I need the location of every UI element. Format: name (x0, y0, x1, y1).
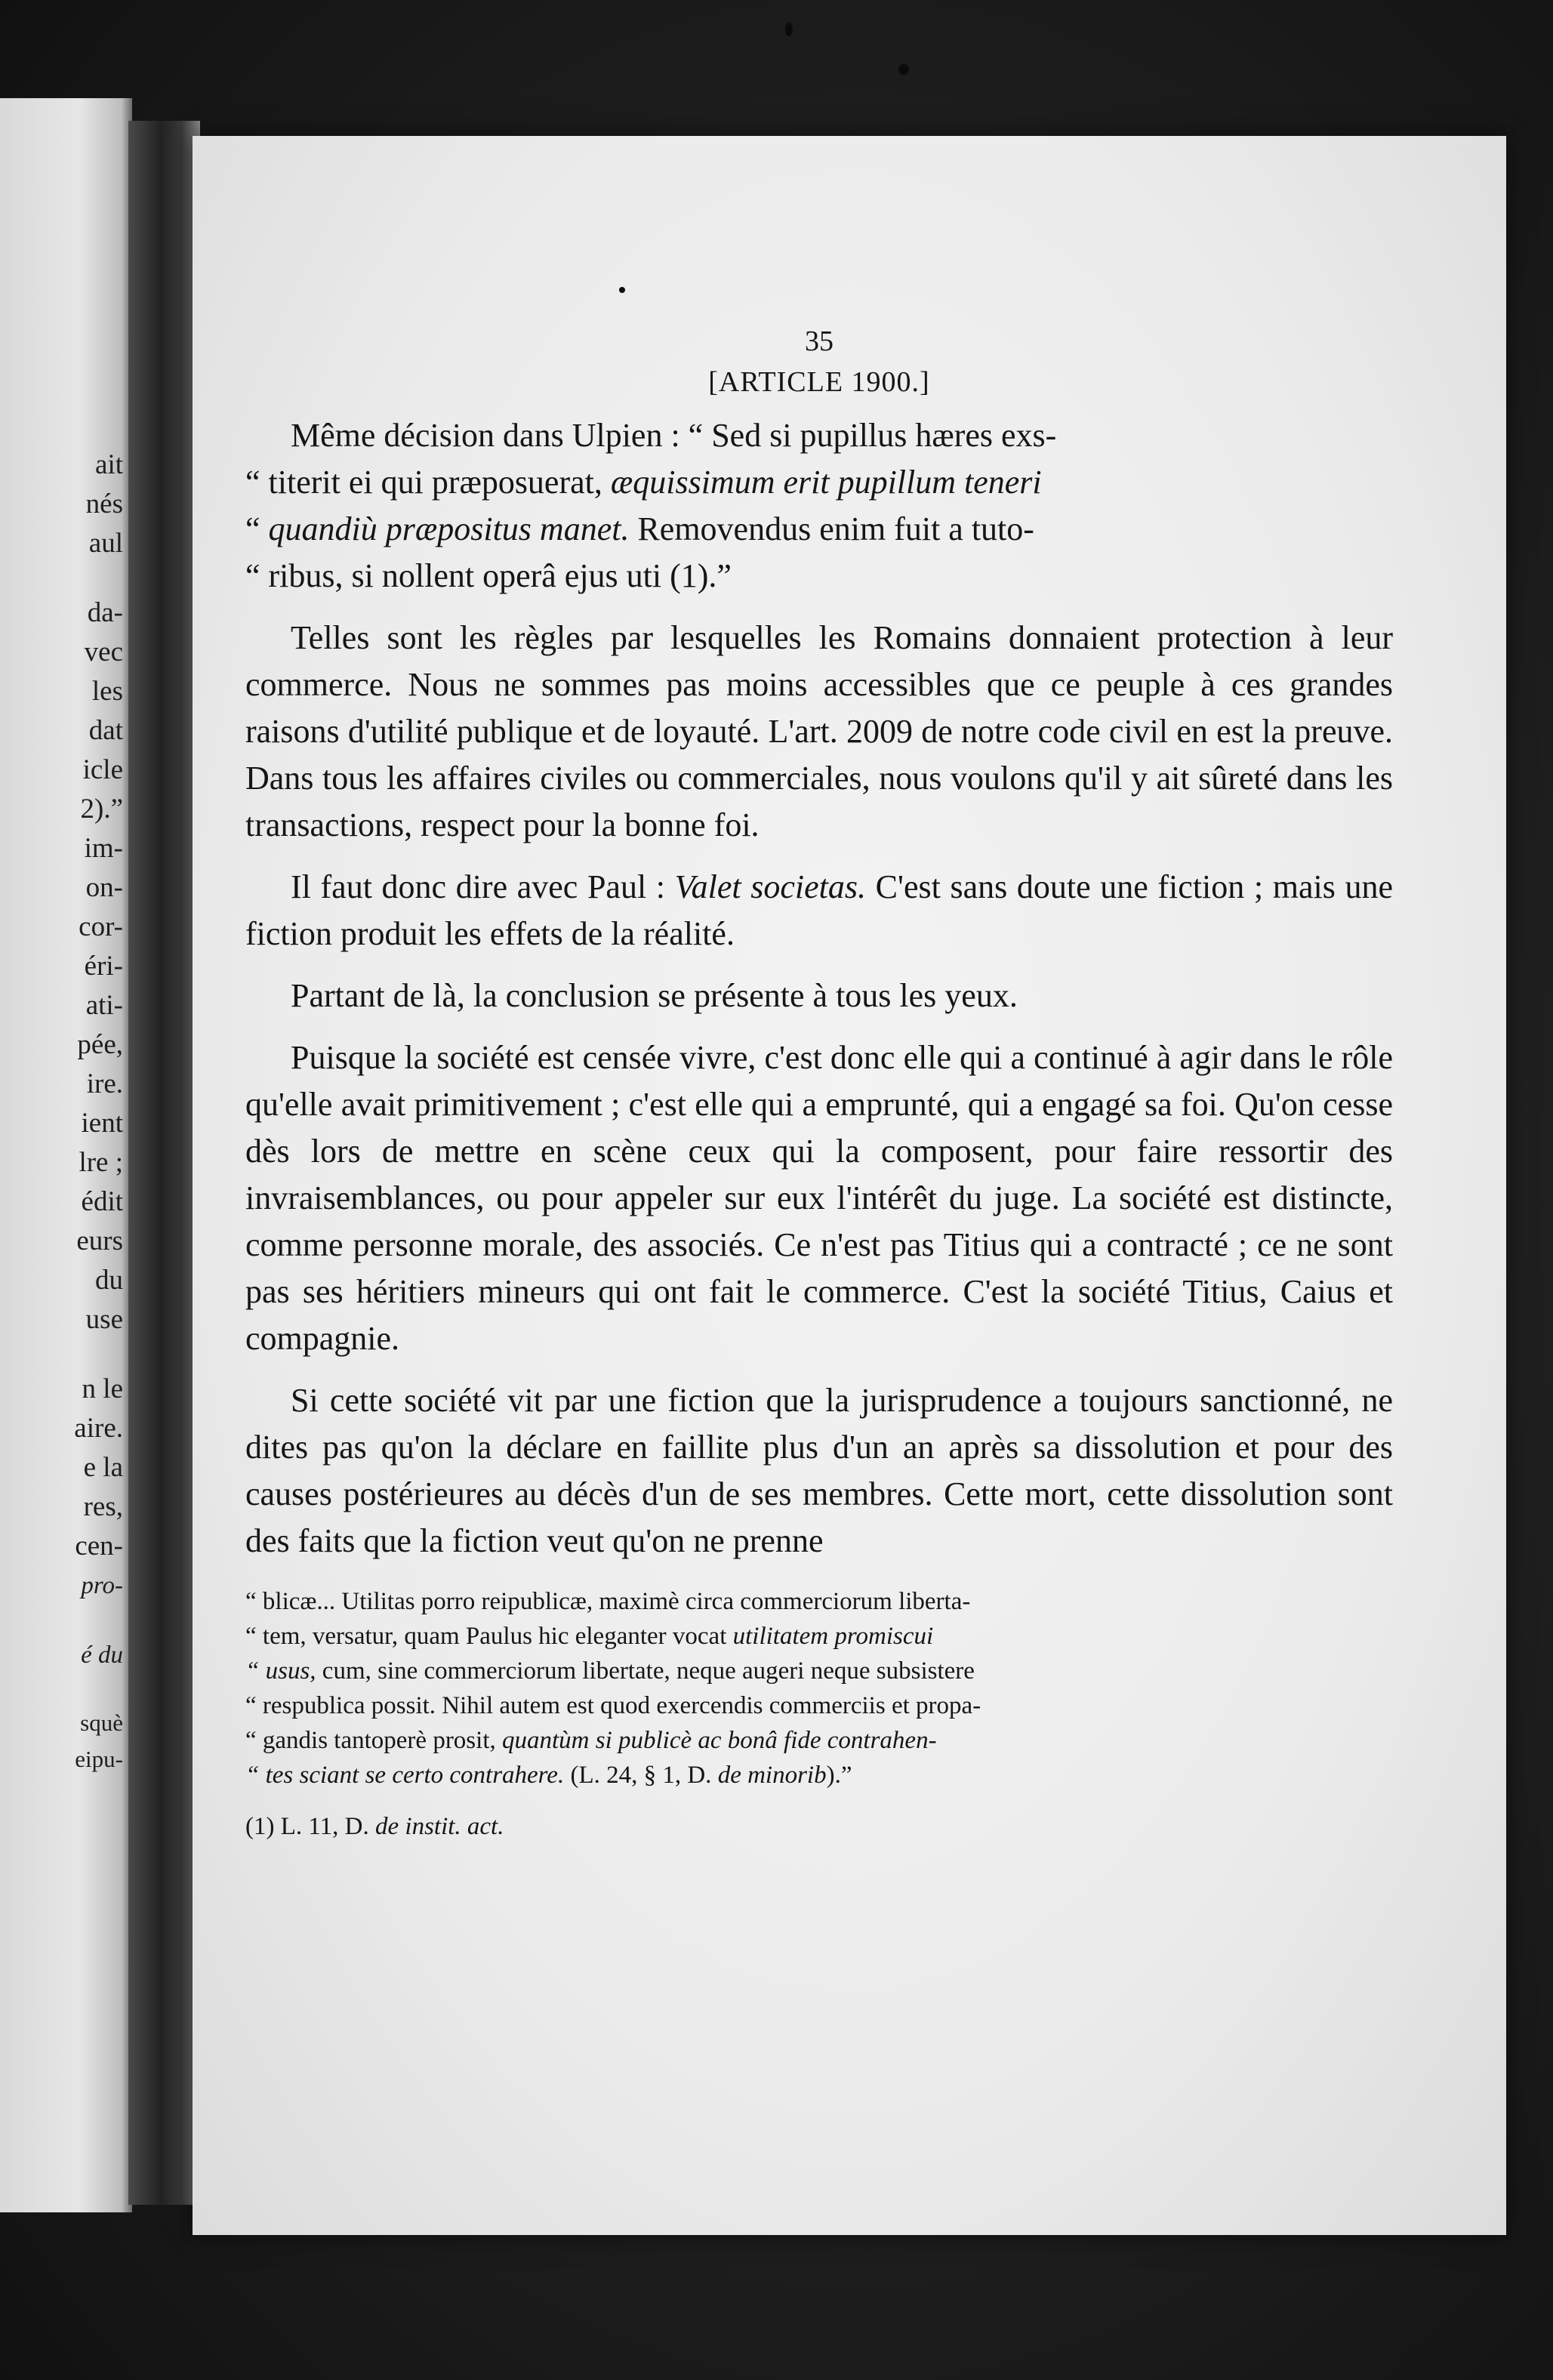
quote-line-3-italic: “ usus, (245, 1657, 316, 1685)
paragraph-romains: Telles sont les règles par lesquelles les Romains donnaient protection à leur commerce. Nous ne sommes pas moins accessibles que ce peuple à ces grandes raisons d'utilité publique et de loyauté. L'art. 2009 de notre code civil en est la preuve. Dans tous les affaires civiles ou commerciales, nous voulons qu'il y ait sûreté dans les transactions, respect pour la bonne foi. (245, 619, 1393, 843)
footnote-1-italic: de instit. act. (375, 1813, 504, 1840)
left-fragment: use (85, 1304, 123, 1335)
left-fragment: ait (95, 449, 123, 480)
left-fragment: dat (88, 715, 123, 746)
quote-line-2-text: “ tem, versatur, quam Paulus hic eleganter vocat (245, 1623, 733, 1650)
paragraph-si-cette: Si cette société vit par une fiction que la jurisprudence a toujours sanctionné, ne dites pas qu'on la déclare en faillite plus d'un an après sa dissolution et pour des causes postérieures au décès d'un de ses membres. Cette mort, cette dissolution sont des faits que la fiction veut qu'on ne prenne (245, 1382, 1393, 1559)
ulpien-line-2-text: “ titerit ei qui præposuerat, (245, 464, 611, 501)
footnote-1 (245, 1809, 1393, 1844)
left-fragment: é du (81, 1642, 123, 1669)
quote-line-2-italic: utilitatem promiscui (732, 1623, 934, 1650)
left-fragment: cor- (79, 911, 123, 942)
left-fragment: ient (81, 1108, 123, 1139)
quote-line-5-text: “ gandis tantoperè prosit, (245, 1727, 502, 1754)
paragraph-partant: Partant de là, la conclusion se présente à tous les yeux. (291, 977, 1018, 1014)
left-fragment: cen- (75, 1531, 123, 1561)
paul-before: Il faut donc dire avec Paul : (291, 868, 675, 905)
ulpien-line-2 (245, 459, 1393, 506)
footnote-1-text: (1) L. 11, D. (245, 1813, 375, 1840)
left-fragment: vec (84, 637, 123, 667)
left-fragment (74, 1675, 123, 1705)
left-page-edge (0, 98, 132, 2212)
ulpien-line-1: Même décision dans Ulpien : “ Sed si pupillus hæres exs- (291, 417, 1057, 454)
left-fragment: da- (87, 597, 123, 628)
ulpien-line-3 (245, 506, 1393, 553)
left-fragment: ire. (86, 1068, 123, 1099)
left-fragment: édit (81, 1186, 123, 1217)
paul-italic: Valet societas. (674, 868, 867, 905)
ulpien-line-3-after: Removendus enim fuit a tuto- (629, 510, 1034, 547)
left-fragment: ati- (85, 990, 123, 1021)
paragraph-puisque: Puisque la société est censée vivre, c'est donc elle qui a continué à agir dans le rôle qu'elle avait primitivement ; c'est elle qui a emprunté, qui a engagé sa foi. Qu'on cesse dès lors de mettre en scène ceux qui la composent, pour faire ressortir des invraisemblances, ou pour appeler sur eux l'intérêt du juge. La société est distincte, comme personne morale, des associés. Ce n'est pas Titius qui a contracté ; ce ne sont pas ses héritiers mineurs qui ont fait le commerce. C'est la société Titius, Caius et compagnie. (245, 1039, 1393, 1357)
left-fragment: 2).” (80, 794, 123, 825)
left-fragment (74, 1340, 123, 1370)
dust-speck (785, 23, 793, 36)
quote-line-2 (245, 1619, 1393, 1654)
ulpien-italic-1: æquissimum erit pupillum teneri (610, 464, 1042, 501)
paragraph-paul (245, 864, 1393, 957)
left-fragment: im- (84, 833, 123, 864)
quote-line-6-italic2: de minorib (717, 1762, 827, 1789)
page-number: 35 (805, 325, 834, 357)
quote-line-4: “ respublica possit. Nihil autem est quod exercendis commerciis et propa- (245, 1692, 981, 1719)
left-fragment: on- (85, 872, 123, 903)
body-text (245, 412, 1393, 1565)
left-fragment (74, 1605, 123, 1635)
ulpien-line-3-text: “ (245, 510, 269, 547)
paul-after: C'est sans doute une fiction ; mais une fiction produit les effets de la réalité. (245, 868, 1394, 952)
page-content (245, 325, 1393, 1844)
left-fragment: e la (83, 1452, 123, 1483)
left-fragment: aire. (74, 1413, 123, 1444)
left-fragment: du (95, 1265, 123, 1296)
left-fragment: n le (82, 1373, 123, 1404)
dust-speck (619, 287, 625, 293)
left-fragment: eurs (76, 1225, 123, 1256)
left-fragment: eipu- (75, 1746, 123, 1772)
quote-line-6-end: ).” (826, 1762, 852, 1789)
left-fragment: pro- (81, 1572, 123, 1599)
left-fragment (74, 563, 123, 593)
quote-line-6-italic: “ tes sciant se certo contrahere. (245, 1762, 565, 1789)
quote-line-3-text: cum, sine commerciorum libertate, neque augeri neque subsistere (316, 1657, 975, 1685)
left-fragment: icle (82, 754, 123, 785)
left-fragment: lre ; (79, 1147, 123, 1178)
quote-line-5-italic: quantùm si publicè ac bonâ fide contrahen- (502, 1727, 937, 1754)
ulpien-italic-2: quandiù præpositus manet. (268, 510, 630, 547)
left-fragment: nés (85, 489, 123, 519)
running-head: [ARTICLE 1900.] (708, 366, 930, 398)
footnote-quote (245, 1584, 1393, 1793)
quote-line-3 (245, 1654, 1393, 1688)
paragraph-ulpien (245, 412, 1393, 600)
quote-line-1: “ blicæ... Utilitas porro reipublicæ, maximè circa commerciorum liberta- (245, 1588, 971, 1615)
quote-line-5 (245, 1723, 1393, 1758)
left-fragment: res, (83, 1491, 123, 1522)
main-page (193, 136, 1506, 2235)
left-page-text-fragments (74, 445, 123, 1777)
left-fragment: les (91, 676, 123, 707)
dust-speck (898, 64, 909, 75)
quote-line-6-mid: (L. 24, § 1, D. (564, 1762, 718, 1789)
left-fragment: squè (80, 1709, 123, 1736)
quote-line-6 (245, 1758, 1393, 1793)
left-fragment: éri- (84, 951, 123, 982)
left-fragment: aul (88, 528, 123, 559)
book-gutter (128, 121, 200, 2205)
ulpien-line-4: “ ribus, si nollent operâ ejus uti (1).” (245, 557, 732, 594)
left-fragment: pée, (77, 1029, 123, 1060)
